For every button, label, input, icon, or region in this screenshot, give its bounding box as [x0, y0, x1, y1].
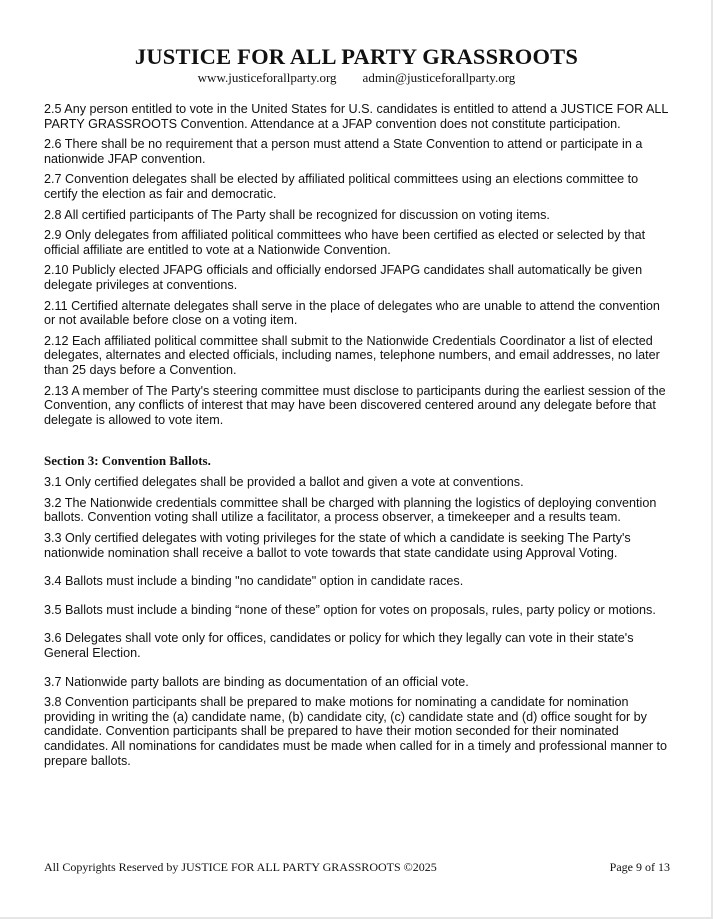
section-3-heading: Section 3: Convention Ballots. [44, 453, 211, 469]
paragraph-2-12: 2.12 Each affiliated political committee shall submit to the Nationwide Credentials Coordinator a list of elected delegates, alternates and elected officials, including names, telephone numbers, and email addresses, no later than 25 days before a Convention. [44, 333, 660, 377]
paragraph-3-7: 3.7 Nationwide party ballots are binding as documentation of an official vote. [44, 674, 469, 689]
paragraph-3-5: 3.5 Ballots must include a binding “none of these” option for votes on proposals, rules, party policy or motions. [44, 602, 656, 617]
paragraph-3-6: 3.6 Delegates shall vote only for offices, candidates or policy for which they legally can vote in their state's General Election. [44, 631, 634, 661]
contact-line [0, 70, 713, 85]
page-header [0, 45, 713, 85]
paragraph-3-4: 3.4 Ballots must include a binding "no candidate" option in candidate races. [44, 574, 464, 589]
paragraph-2-10: 2.10 Publicly elected JFAPG officials and officially endorsed JFAPG candidates shall automatically be given delegate privileges at conventions. [44, 263, 643, 292]
page-footer [44, 860, 670, 874]
paragraph-2-7: 2.7 Convention delegates shall be elected by affiliated political committees using an elections committee to certify the election as fair and democratic. [44, 172, 639, 201]
email-link[interactable]: admin@justiceforallparty.org [362, 70, 516, 85]
paragraph-3-3: 3.3 Only certified delegates with voting privileges for the state of which a candidate is seeking The Party's nationwide nomination shall receive a ballot to vote towards that state candidate using Approval Voting. [44, 531, 631, 560]
paragraph-3-2: 3.2 The Nationwide credentials committee shall be charged with planning the logistics of deploying convention ballots. Convention voting shall utilize a facilitator, a process observer, a timekeeper and a results team. [44, 495, 657, 525]
page-number: Page 9 of 13 [609, 860, 670, 874]
paragraph-2-6: 2.6 There shall be no requirement that a person must attend a State Convention to attend or participate in a nationwide JFAP convention. [44, 137, 643, 166]
paragraph-2-5: 2.5 Any person entitled to vote in the United States for U.S. candidates is entitled to attend a JUSTICE FOR ALL PARTY GRASSROOTS Convention. Attendance at a JFAP convention does not constitute participation. [44, 102, 668, 131]
paragraph-3-1: 3.1 Only certified delegates shall be provided a ballot and given a vote at conventions. [44, 475, 524, 490]
paragraph-2-8: 2.8 All certified participants of The Party shall be recognized for discussion on voting items. [44, 207, 550, 222]
paragraph-2-9: 2.9 Only delegates from affiliated political committees who have been certified as elected or selected by that official affiliate are entitled to vote at a Nationwide Convention. [44, 228, 646, 257]
paragraph-2-13: 2.13 A member of The Party's steering committee must disclose to participants during the earliest session of the Convention, any conflicts of interest that may have been discovered centered around any delegate before that delegate is allowed to vote item. [44, 383, 666, 427]
paragraph-3-8: 3.8 Convention participants shall be prepared to make motions for nominating a candidate for nomination providing in writing the (a) candidate name, (b) candidate city, (c) candidate state and (d) office sought for by candidate. Convention participants shall be prepared to have their motion seconded for their nominated candidates. All nominations for candidates must be made when called for in a timely and professional manner to prepare ballots. [44, 695, 668, 768]
website-link[interactable]: www.justiceforallparty.org [197, 70, 337, 85]
copyright-notice: All Copyrights Reserved by JUSTICE FOR ALL PARTY GRASSROOTS ©2025 [44, 860, 437, 874]
document-body [44, 102, 672, 774]
party-title: JUSTICE FOR ALL PARTY GRASSROOTS [134, 44, 579, 69]
paragraph-2-11: 2.11 Certified alternate delegates shall serve in the place of delegates who are unable to attend the convention or not available before close on a voting item. [44, 298, 660, 328]
